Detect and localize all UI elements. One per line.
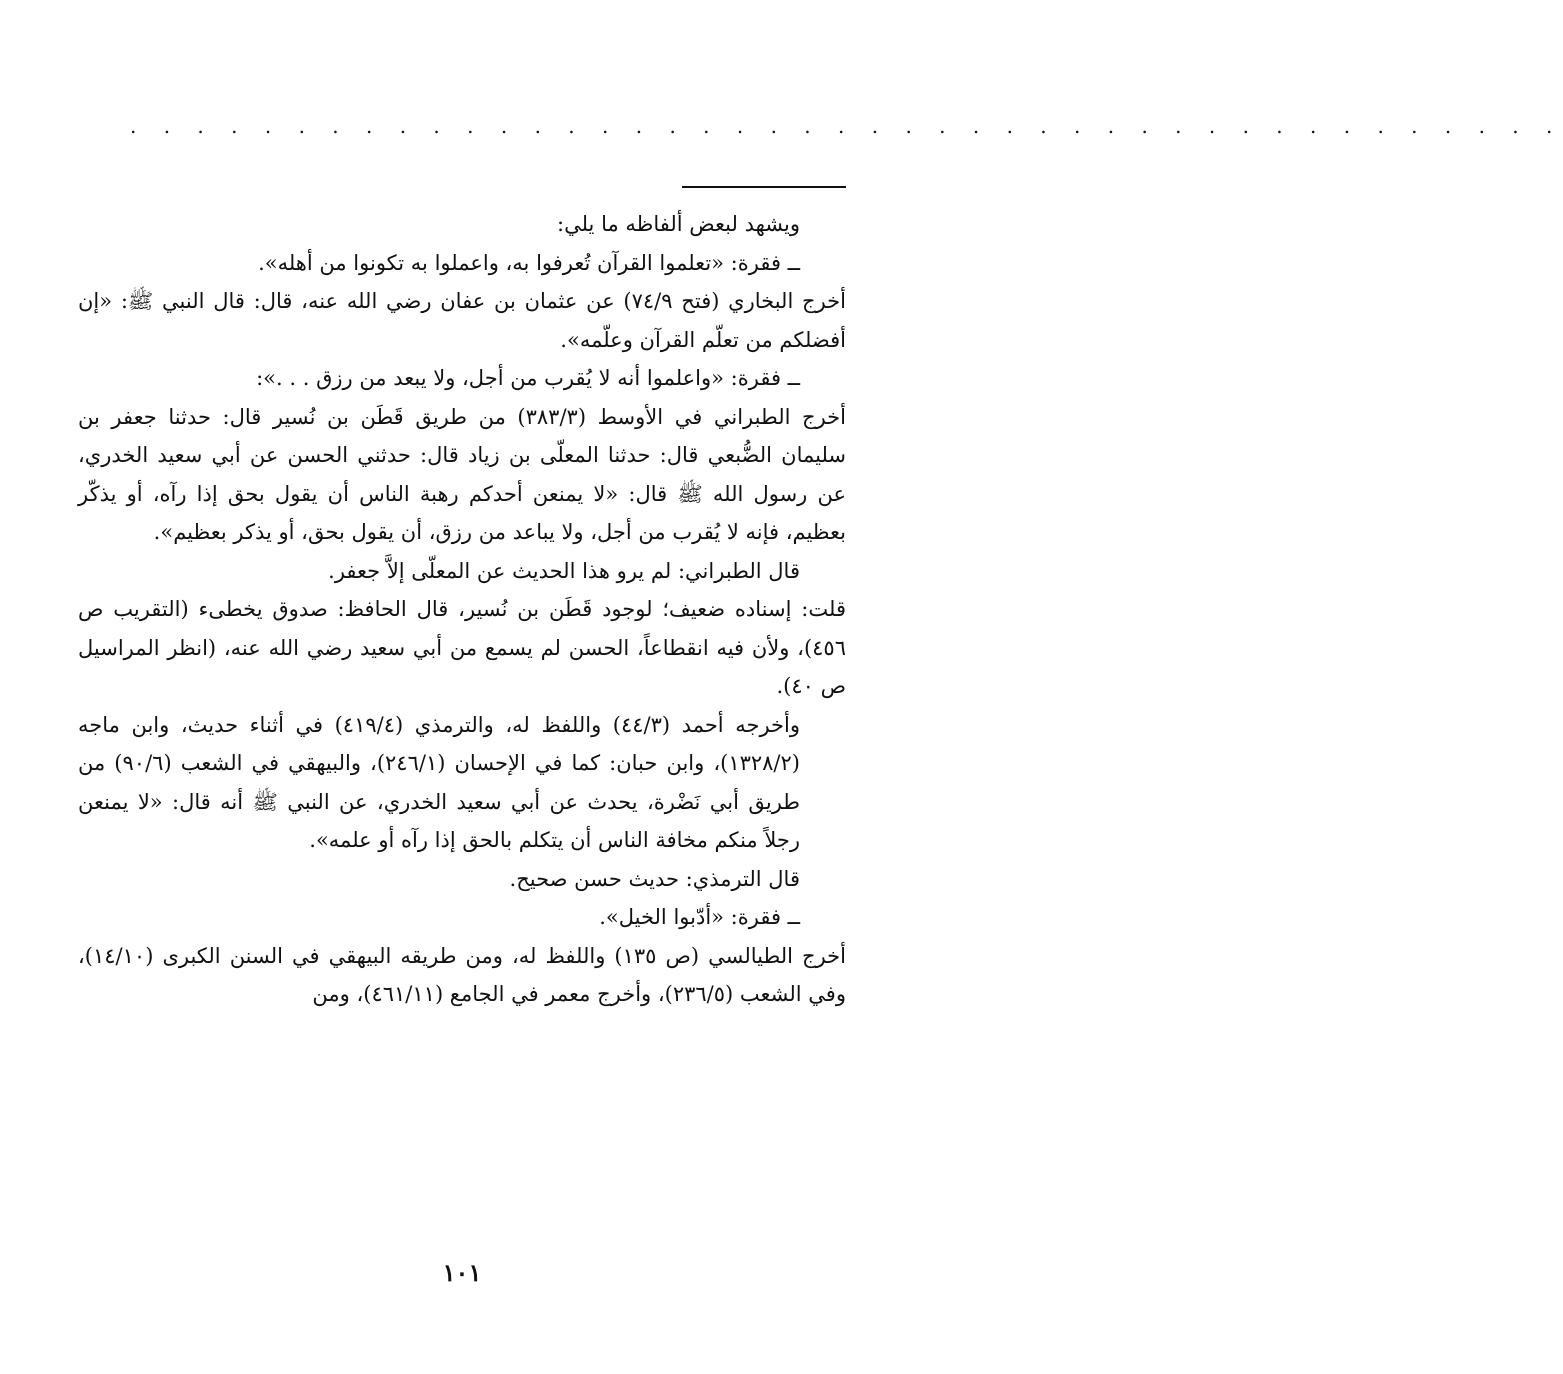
footnote-separator-rule bbox=[682, 186, 846, 188]
paragraph-bukhari: أخرج البخاري (فتح ٧٤/٩) عن عثمان بن عفان رضي الله عنه، قال: قال النبي ﷺ: «إن أفضلكم من تعلّم القرآن وعلّمه». bbox=[78, 289, 846, 352]
paragraph-tayalisi: أخرج الطيالسي (ص ١٣٥) واللفظ له، ومن طريقه البيهقي في السنن الكبرى (١٤/١٠)، وفي الشعب (٢٣٦/٥)، وأخرج معمر في الجامع (٤٦١/١١)، ومن bbox=[78, 943, 846, 1006]
paragraph-clause-khayl: ــ فقرة: «أدّبوا الخيل». bbox=[599, 905, 800, 929]
decorative-dot-row: . . . . . . . . . . . . . . . . . . . . . . . . . . . . . . . . . . . . . . . . . . . bbox=[130, 114, 1563, 138]
page-number: ١٠١ bbox=[442, 1258, 482, 1287]
paragraph-tirmidhi-comment: قال الترمذي: حديث حسن صحيح. bbox=[509, 866, 800, 891]
page-body bbox=[78, 205, 846, 1014]
paragraph-isnad-judgement: قلت: إسناده ضعيف؛ لوجود قَطَن بن نُسير، قال الحافظ: صدوق يخطىء (التقريب ص ٤٥٦)، ولأن فيه انقطاعاً، الحسن لم يسمع من أبي سعيد رضي الله عنه، (انظر المراسيل ص ٤٠). bbox=[78, 597, 846, 698]
paragraph-tabarani-comment: قال الطبراني: لم يرو هذا الحديث عن المعلّى إلاَّ جعفر. bbox=[328, 558, 800, 583]
paragraph-intro: ويشهد لبعض ألفاظه ما يلي: bbox=[557, 212, 800, 236]
paragraph-tabarani: أخرج الطبراني في الأوسط (٣٨٣/٣) من طريق قَطَن بن نُسير قال: حدثنا جعفر بن سليمان الضُّبعي قال: حدثنا المعلّى بن زياد قال: حدثني الحسن عن أبي سعيد الخدري، عن رسول الله ﷺ قال: «لا يمنعن أحدكم رهبة الناس أن يقول بحق إذا رآه، أو يذكّر بعظيم، فإنه لا يُقرب من أجل، ولا يباعد من رزق، أن يقول بحق، أو يذكر بعظيم». bbox=[78, 404, 846, 544]
paragraph-ahmad: وأخرجه أحمد (٤٤/٣) واللفظ له، والترمذي (٤١٩/٤) في أثناء حديث، وابن ماجه (١٣٢٨/٢)، وابن حبان: كما في الإحسان (٢٤٦/١)، والبيهقي في الشعب (٩٠/٦) من طريق أبي نَضْرة، يحدث عن أبي سعيد الخدري، عن النبي ﷺ أنه قال: «لا يمنعن رجلاً منكم مخافة الناس أن يتكلم بالحق إذا رآه أو علمه». bbox=[78, 712, 800, 852]
paragraph-clause-rizq: ــ فقرة: «واعلموا أنه لا يُقرب من أجل، ولا يبعد من رزق . . .»: bbox=[256, 366, 800, 390]
paragraph-clause-quran: ــ فقرة: «تعلموا القرآن تُعرفوا به، واعملوا به تكونوا من أهله». bbox=[258, 250, 800, 275]
